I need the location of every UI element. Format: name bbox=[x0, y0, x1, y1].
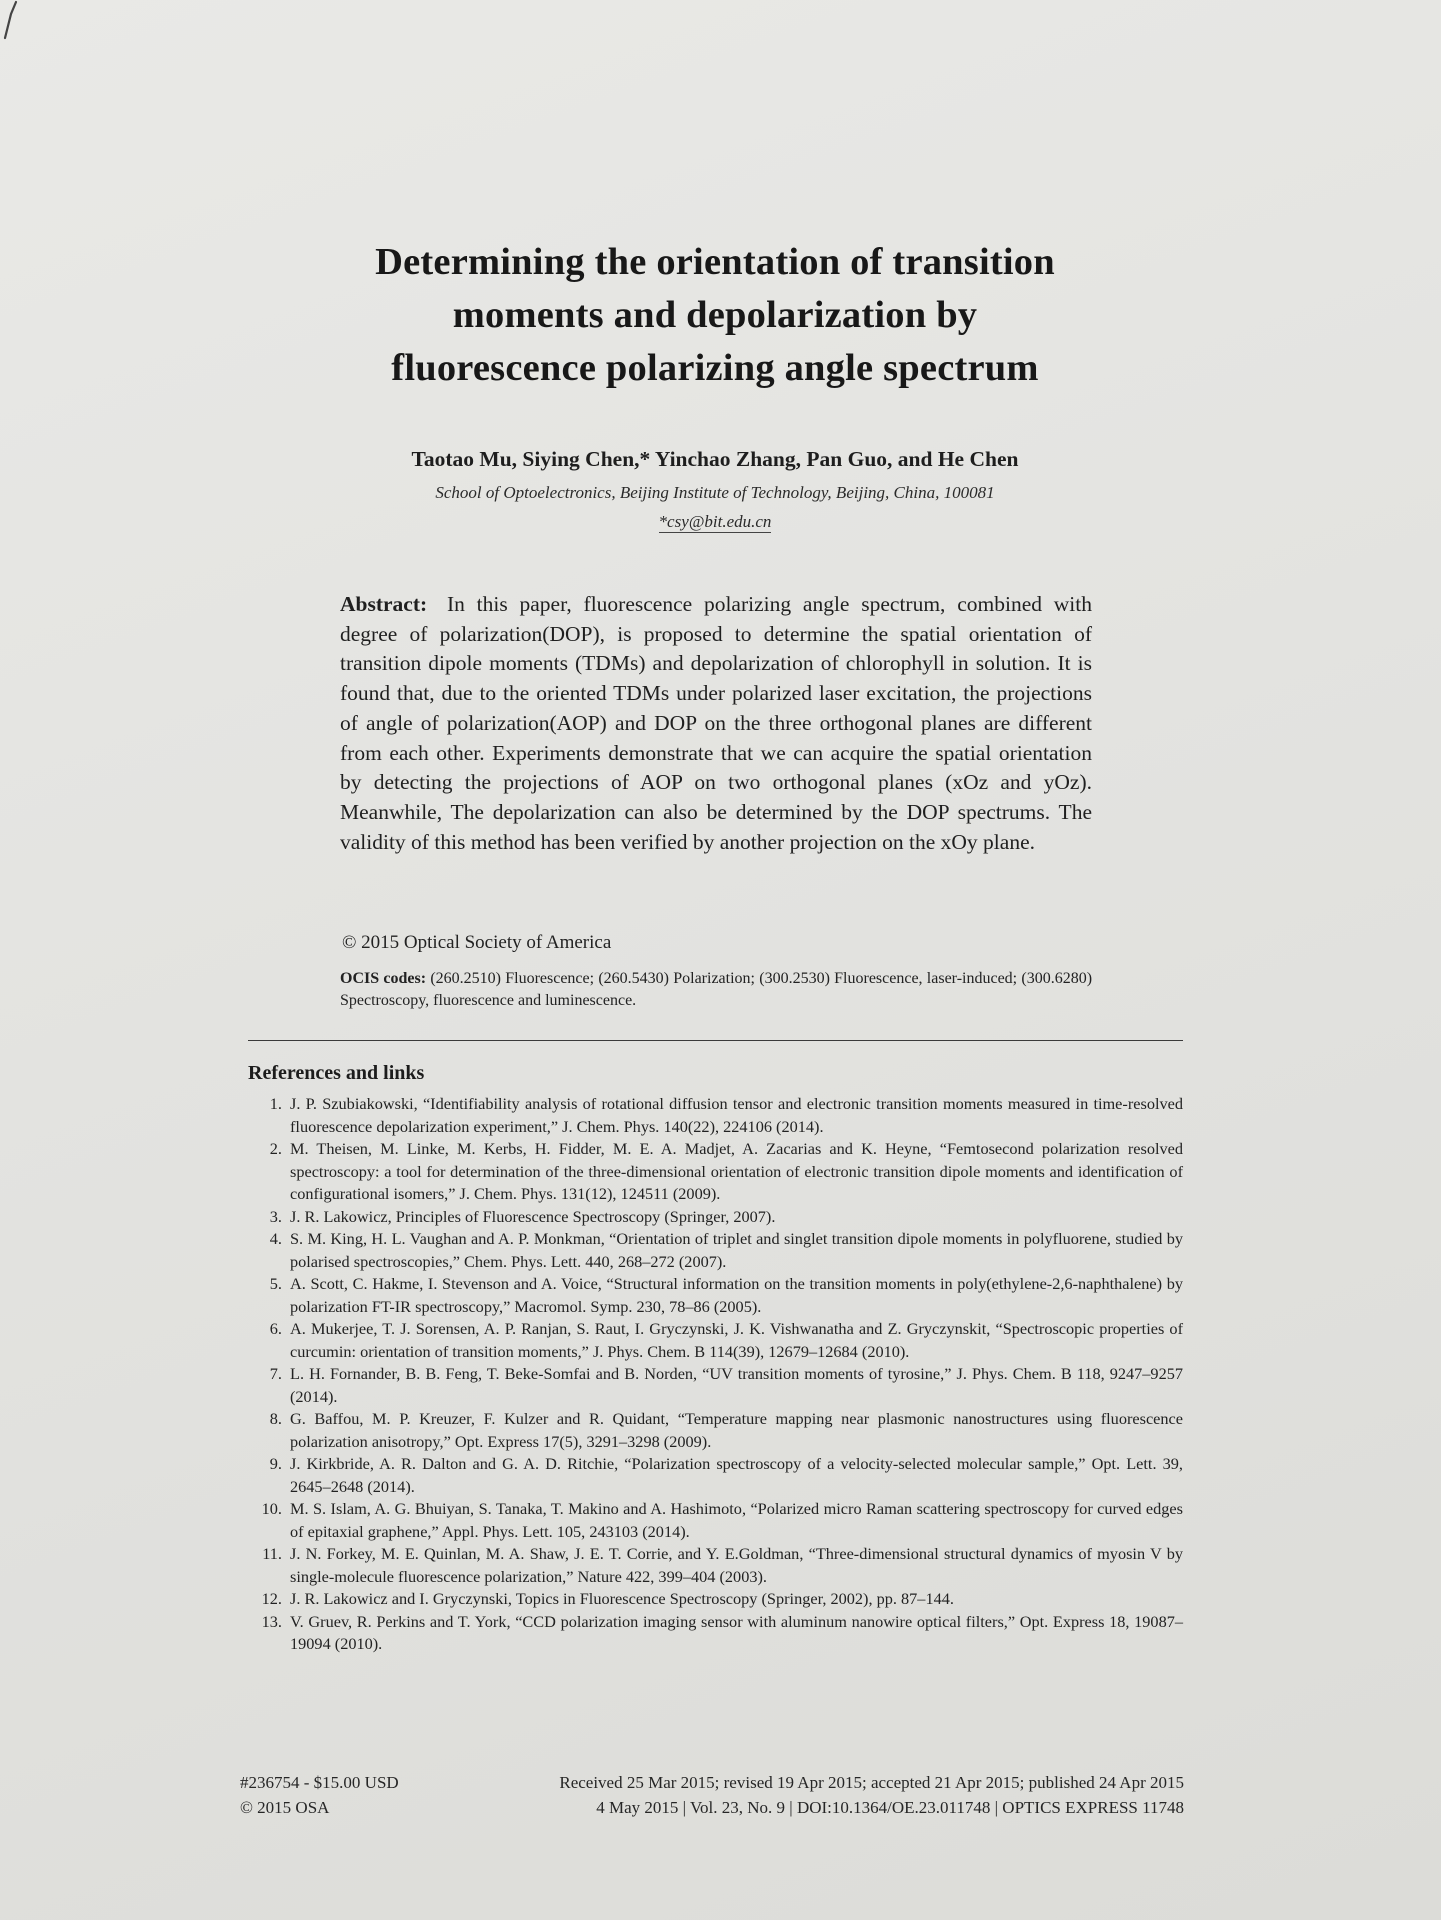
reference-number: 12. bbox=[261, 1589, 282, 1608]
reference-text: A. Scott, C. Hakme, I. Stevenson and A. Voice, “Structural information on the transition moments in poly(ethylene-2,6-naphthalene) by polarization FT-IR spectroscopy,” Macromol. Symp. 230, 78–86 (2005). bbox=[290, 1274, 1183, 1316]
title-line: Determining the orientation of transition bbox=[375, 241, 1055, 283]
reference-item bbox=[248, 1093, 1183, 1138]
section-divider bbox=[248, 1040, 1183, 1041]
reference-text: J. R. Lakowicz, Principles of Fluorescence Spectroscopy (Springer, 2007). bbox=[290, 1206, 776, 1226]
reference-text: S. M. King, H. L. Vaughan and A. P. Monkman, “Orientation of triplet and singlet transition dipole moments in polyfluorene, studied by polarised spectroscopies,” Chem. Phys. Lett. 440, 268–272 (2007). bbox=[290, 1229, 1183, 1271]
ocis-label: OCIS codes: bbox=[340, 970, 427, 987]
reference-text: J. P. Szubiakowski, “Identifiability analysis of rotational diffusion tensor and electronic transition moments measured in time-resolved fluorescence depolarization experiment,” J. Chem. Phys. 140(22), 224106 (2014). bbox=[290, 1094, 1183, 1136]
reference-text: G. Baffou, M. P. Kreuzer, F. Kulzer and R. Quidant, “Temperature mapping near plasmonic nanostructures using fluorescence polarization anisotropy,” Opt. Express 17(5), 3291–3298 (2009). bbox=[290, 1409, 1183, 1451]
footer-dates: Received 25 Mar 2015; revised 19 Apr 2015; accepted 21 Apr 2015; published 24 Apr 2015 bbox=[559, 1773, 1184, 1792]
reference-text: J. R. Lakowicz and I. Gryczynski, Topics in Fluorescence Spectroscopy (Springer, 2002), pp. 87–144. bbox=[290, 1589, 954, 1608]
title-line: moments and depolarization by bbox=[452, 294, 978, 336]
reference-number: 13. bbox=[261, 1611, 282, 1631]
reference-number: 3. bbox=[269, 1206, 282, 1226]
footer-price: #236754 - $15.00 USD bbox=[240, 1773, 399, 1792]
reference-text: J. N. Forkey, M. E. Quinlan, M. A. Shaw, J. E. T. Corrie, and Y. E.Goldman, “Three-dimensional structural dynamics of myosin V by single-molecule fluorescence polarization,” Nature 422, 399–404 (2003). bbox=[290, 1544, 1183, 1586]
reference-number: 6. bbox=[269, 1319, 282, 1338]
reference-number: 10. bbox=[261, 1499, 282, 1518]
reference-text: L. H. Fornander, B. B. Feng, T. Beke-Somfai and B. Norden, “UV transition moments of tyrosine,” J. Phys. Chem. B 118, 9247–9257 (2014). bbox=[290, 1364, 1183, 1406]
reference-item bbox=[248, 1363, 1183, 1408]
author-list: Taotao Mu, Siying Chen,* Yinchao Zhang, Pan Guo, and He Chen bbox=[411, 447, 1019, 471]
abstract bbox=[340, 590, 1092, 857]
footer-copyright: © 2015 OSA bbox=[240, 1798, 330, 1817]
reference-text: M. Theisen, M. Linke, M. Kerbs, H. Fidder, M. E. A. Madjet, A. Zacarias and K. Heyne, “Femtosecond polarization resolved spectroscopy: a tool for determination of the three-dimensional orientation of electronic transition dipole moments and identification of configurational isomers,” J. Chem. Phys. 131(12), 124511 (2009). bbox=[290, 1139, 1183, 1203]
reference-item bbox=[248, 1543, 1183, 1588]
page-footer bbox=[240, 1770, 1184, 1820]
title-line: fluorescence polarizing angle spectrum bbox=[391, 347, 1039, 389]
reference-item bbox=[248, 1228, 1183, 1273]
ocis-text: (260.2510) Fluorescence; (260.5430) Polarization; (300.2530) Fluorescence, laser-induced; (300.6280) Spectroscopy, fluorescence and luminescence. bbox=[340, 970, 1093, 1009]
copyright-notice: © 2015 Optical Society of America bbox=[342, 932, 612, 953]
reference-item bbox=[248, 1588, 1183, 1611]
paper-title bbox=[290, 236, 1140, 395]
email-line bbox=[300, 512, 1130, 532]
references-heading: References and links bbox=[248, 1062, 425, 1084]
reference-text: M. S. Islam, A. G. Bhuiyan, S. Tanaka, T. Makino and A. Hashimoto, “Polarized micro Raman scattering spectroscopy for curved edges of epitaxial graphene,” Appl. Phys. Lett. 105, 243103 (2014). bbox=[290, 1499, 1183, 1541]
reference-number: 2. bbox=[269, 1139, 282, 1158]
ocis-codes bbox=[340, 968, 1092, 1012]
reference-number: 9. bbox=[269, 1454, 282, 1473]
affiliation: School of Optoelectronics, Beijing Institute of Technology, Beijing, China, 100081 bbox=[435, 483, 995, 502]
reference-number: 11. bbox=[262, 1544, 282, 1563]
reference-item bbox=[248, 1273, 1183, 1318]
reference-list bbox=[248, 1093, 1183, 1656]
reference-number: 5. bbox=[269, 1274, 282, 1293]
reference-item bbox=[248, 1138, 1183, 1206]
reference-item bbox=[248, 1498, 1183, 1543]
reference-number: 8. bbox=[269, 1409, 282, 1428]
reference-text: J. Kirkbride, A. R. Dalton and G. A. D. Ritchie, “Polarization spectroscopy of a velocity-selected molecular sample,” Opt. Lett. 39, 2645–2648 (2014). bbox=[290, 1454, 1183, 1496]
reference-item bbox=[248, 1611, 1183, 1656]
pen-mark-icon bbox=[2, 0, 20, 40]
reference-text: V. Gruev, R. Perkins and T. York, “CCD polarization imaging sensor with aluminum nanowire optical filters,” Opt. Express 18, 19087–19094 (2010). bbox=[290, 1611, 1183, 1653]
email-link[interactable]: *csy@bit.edu.cn bbox=[658, 512, 772, 531]
reference-number: 4. bbox=[269, 1229, 282, 1248]
reference-number: 1. bbox=[269, 1094, 282, 1113]
reference-item bbox=[248, 1453, 1183, 1498]
reference-number: 7. bbox=[269, 1364, 282, 1383]
reference-item bbox=[248, 1318, 1183, 1363]
abstract-text: In this paper, fluorescence polarizing angle spectrum, combined with degree of polarization(DOP), is proposed to determine the spatial orientation of transition dipole moments (TDMs) and depolarization of chlorophyll in solution. It is found that, due to the oriented TDMs under polarized laser excitation, the projections of angle of polarization(AOP) and DOP on the three orthogonal planes are different from each other. Experiments demonstrate that we can acquire the spatial orientation by detecting the projections of AOP on two orthogonal planes (xOz and yOz). Meanwhile, The depolarization can also be determined by the DOP spectrums. The validity of this method has been verified by another projection on the xOy plane. bbox=[340, 592, 1093, 854]
reference-item bbox=[248, 1206, 1183, 1229]
abstract-label: Abstract: bbox=[340, 592, 428, 616]
reference-text: A. Mukerjee, T. J. Sorensen, A. P. Ranjan, S. Raut, I. Gryczynski, J. K. Vishwanatha and Z. Gryczynskit, “Spectroscopic properties of curcumin: orientation of transition moments,” J. Phys. Chem. B 114(39), 12679–12684 (2010). bbox=[290, 1319, 1183, 1361]
reference-item bbox=[248, 1408, 1183, 1453]
footer-citation: 4 May 2015 | Vol. 23, No. 9 | DOI:10.1364/OE.23.011748 | OPTICS EXPRESS 11748 bbox=[596, 1798, 1184, 1817]
